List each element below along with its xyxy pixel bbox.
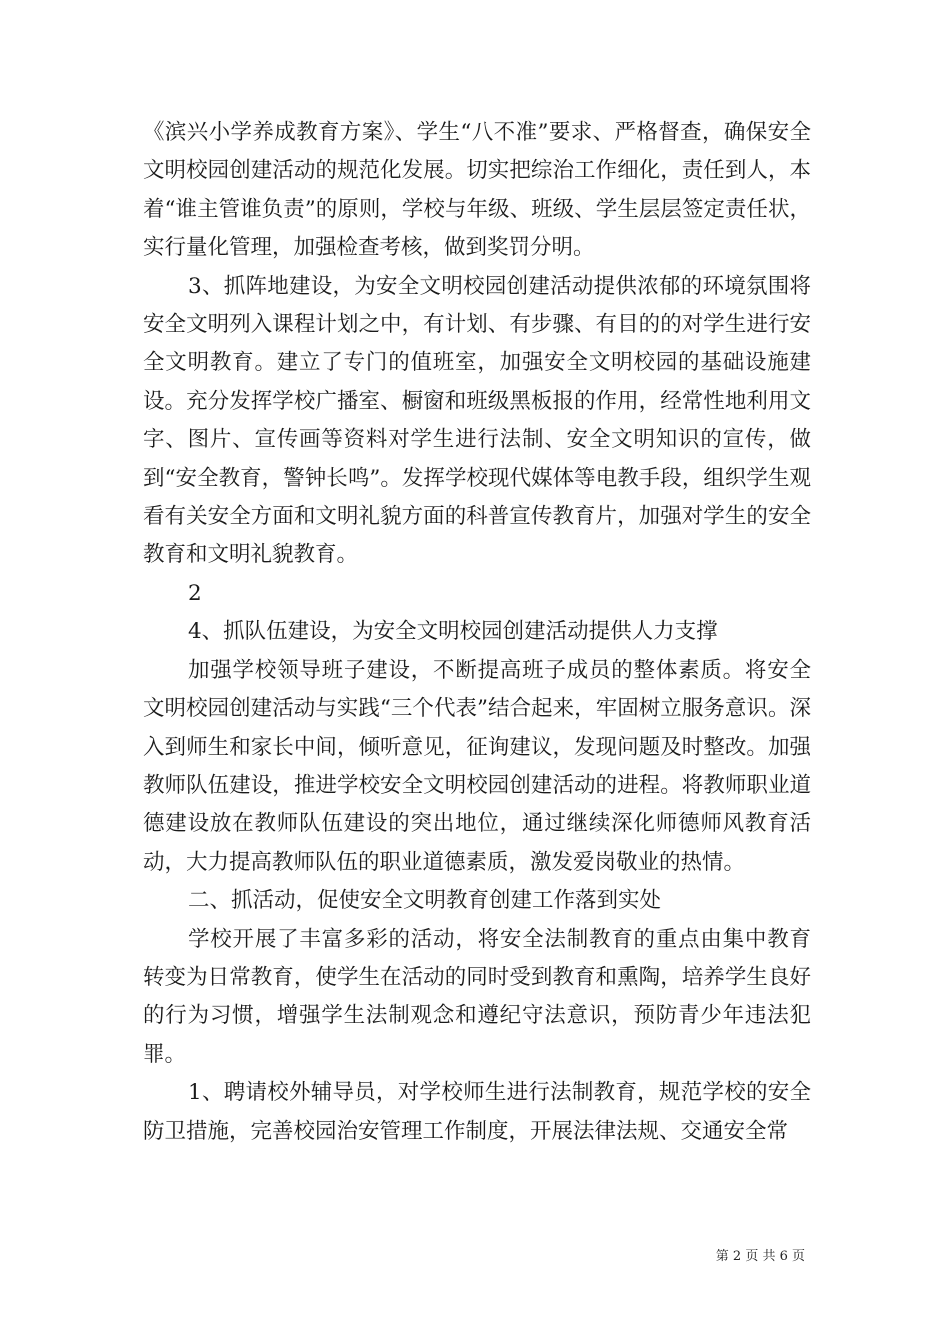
paragraph-2: 3、抓阵地建设，为安全文明校园创建活动提供浓郁的环境氛围将安全文明列入课程计划之中，有计划、有步骤、有目的的对学生进行安全文明教育。建立了专门的值班室，加强安全文明校园的基础设施建设。充分发挥学校广播室、橱窗和班级黑板报的作用，经常性地利用文字、图片、宣传画等资料对学生进行法制、安全文明知识的宣传，做到“安全教育，警钟长鸣”。发挥学校现代媒体等电教手段，组织学生观看有关安全方面和文明礼貌方面的科普宣传教育片，加强对学生的安全教育和文明礼貌教育。 (143, 273, 811, 568)
page-number-inline: 2 (188, 580, 202, 606)
section-heading-2: 二、抓活动，促使安全文明教育创建工作落到实处 (188, 888, 662, 914)
page-footer: 第 2 页 共 6 页 (715, 1249, 805, 1264)
section-heading-4: 4、抓队伍建设，为安全文明校园创建活动提供人力支撑 (188, 619, 718, 645)
paragraph-1: 《滨兴小学养成教育方案》、学生“八不准”要求、严格督查，确保安全文明校园创建活动的规范化发展。切实把综治工作细化，责任到人，本着“谁主管谁负责”的原则，学校与年级、班级、学生层层签定责任状，实行量化管理，加强检查考核，做到奖罚分明。 (143, 120, 811, 261)
paragraph-5: 1、聘请校外辅导员，对学校师生进行法制教育，规范学校的安全防卫措施，完善校园治安管理工作制度，开展法律法规、交通安全常 (143, 1080, 811, 1144)
document-body (143, 114, 811, 1151)
paragraph-4: 学校开展了丰富多彩的活动，将安全法制教育的重点由集中教育转变为日常教育，使学生在活动的同时受到教育和熏陶，培养学生良好的行为习惯，增强学生法制观念和遵纪守法意识，预防青少年违法犯罪。 (143, 926, 811, 1067)
paragraph-3: 加强学校领导班子建设，不断提高班子成员的整体素质。将安全文明校园创建活动与实践“三个代表”结合起来，牢固树立服务意识。深入到师生和家长中间，倾听意见，征询建议，发现问题及时整改。加强教师队伍建设，推进学校安全文明校园创建活动的进程。将教师职业道德建设放在教师队伍建设的突出地位，通过继续深化师德师风教育活动，大力提高教师队伍的职业道德素质，激发爱岗敬业的热情。 (143, 657, 811, 875)
